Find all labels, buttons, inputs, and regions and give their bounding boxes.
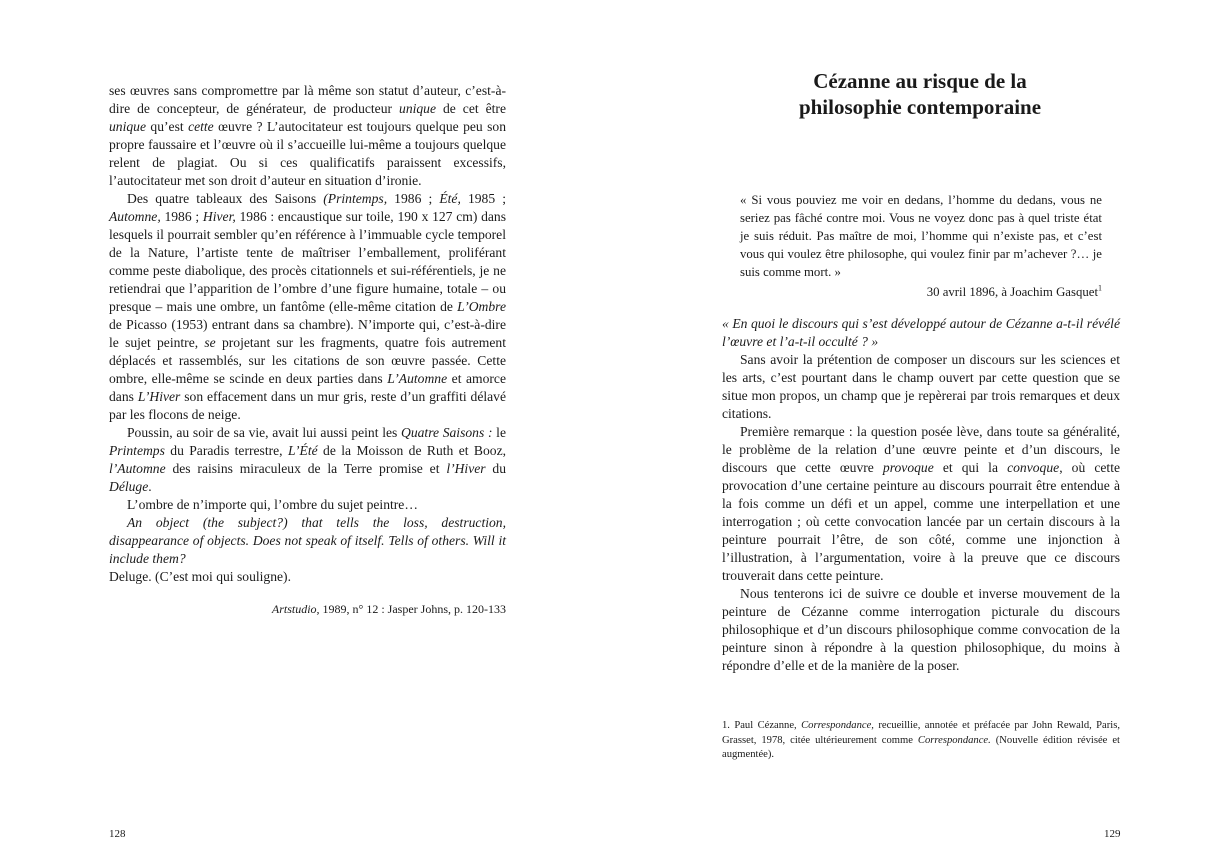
right-paragraph-3: Nous tenterons ici de suivre ce double et inverse mouvement de la peinture de Cézanne comme interrogation picturale du discours philosophique et d’un discours philosophique comme convocation de la peinture sinon à répondre à la question philosophique, du moins à répondre d’elle et de la manière de la poser.: [722, 586, 1120, 673]
left-source-citation: Artstudio, 1989, n° 12 : Jasper Johns, p. 120-133: [271, 602, 506, 616]
right-paragraph-2: Première remarque : la question posée lève, dans toute sa généralité, le problème de la relation d’une œuvre peinte et d’un discours, le discours que cette œuvre provoque et qui la convoque, où cette provocation d’une certaine peinture au discours pourrait être entendue à la fois comme un défi et un appel, comme une interpellation et une interrogation ; où cette convocation lancée par un certain discours à la peinture pourrait l’être, de son côté, comme une injonction à l’illustration, à l’argumentation, voire à la preuve que ce discours trouverait dans cette peinture.: [722, 424, 1121, 583]
page-number-right: 129: [1104, 828, 1121, 840]
footnote: 1. Paul Cézanne, Correspondance, recueillie, annotée et préfacée par John Rewald, Paris, Grasset, 1978, citée ultérieurement comme Correspondance. (Nouvelle édition révisée et augmentée).: [722, 720, 1120, 760]
epigraph: [740, 191, 1102, 301]
guiding-question: « En quoi le discours qui s’est développé autour de Cézanne a-t-il révélé l’œuvre et l’a-t-il occulté ? »: [722, 316, 1120, 349]
left-paragraph-5: An object (the subject?) that tells the loss, destruction, disappearance of objects. Does not speak of itself. Tells of others. Will it include them? Deluge. (C’est moi qui souligne).: [109, 515, 506, 584]
left-paragraph-3: Poussin, au soir de sa vie, avait lui aussi peint les Quatre Saisons : le Printemps du Paradis terrestre, L’Été de la Moisson de Ruth et Booz, l’Automne des raisins miraculeux de la Terre promise et l’Hiver du Déluge.: [109, 425, 506, 494]
epigraph-quote: « Si vous pouviez me voir en dedans, l’homme du dedans, vous ne seriez pas fâché contre moi. Vous ne voyez donc pas à quel triste état je suis réduit. Pas maître de moi, l’homme qui n’existe pas, et c’est vous qui voulez être philosophe, qui voulez finir par m’achever ?… je suis comme mort. »: [740, 193, 1102, 279]
right-page-text: [722, 315, 1120, 675]
left-paragraph-4: L’ombre de n’importe qui, l’ombre du sujet peintre…: [127, 497, 418, 512]
right-paragraph-1: Sans avoir la prétention de composer un discours sur les sciences et les arts, c’est pourtant dans le champ ouvert par cette question que se situe mon propos, un champ que je repèrerai par trois remarques et deux citations.: [722, 352, 1120, 421]
chapter-title-line-2: philosophie contemporaine: [798, 95, 1042, 119]
page-number-left: 128: [109, 828, 126, 840]
left-paragraph-1: ses œuvres sans compromettre par là même son statut d’auteur, c’est-à-dire de concepteur, de générateur, de producteur unique de cet être unique qu’est cette œuvre ? L’autocitateur est toujours quelque peu son propre faussaire et l’œuvre où il s’accueille lui-même a toujours quelque relent de plagiat. Ou si ces qualificatifs paraissent excessifs, l’autocitateur met son droit d’auteur en situation d’ironie.: [109, 83, 506, 188]
chapter-title: [730, 68, 1110, 120]
left-paragraph-2: Des quatre tableaux des Saisons (Printemps, 1986 ; Été, 1985 ; Automne, 1986 ; Hiver, 1986 : encaustique sur toile, 190 x 127 cm) dans lesquels il pourrait sembler qu’en référence à l’immuable cycle temporel de la Nature, l’artiste tente de maîtriser l’emballement, proliférant comme peste diabolique, des procès citationnels et sui-référentiels, je ne retiendrai que l’apparition de l’ombre d’une figure humaine, totale – ou presque – mais une ombre, un fantôme (elle-même citation de L’Ombre de Picasso (1953) entrant dans sa chambre). N’importe qui, c’est-à-dire le sujet peintre, se projetant sur les fragments, quatre fois autrement déplacés et rassemblés, sur les citations de son œuvre passée. Cette ombre, elle-même se scinde en deux parties dans L’Automne et amorce dans L’Hiver son effacement dans un mur gris, reste d’un graffiti délavé par les flocons de neige.: [109, 191, 507, 422]
chapter-title-line-1: Cézanne au risque de la: [813, 69, 1027, 93]
epigraph-attribution: 30 avril 1896, à Joachim Gasquet$^1$: [926, 283, 1102, 299]
left-page-text: [109, 82, 506, 586]
footnote-marker: 1: [1098, 283, 1102, 293]
